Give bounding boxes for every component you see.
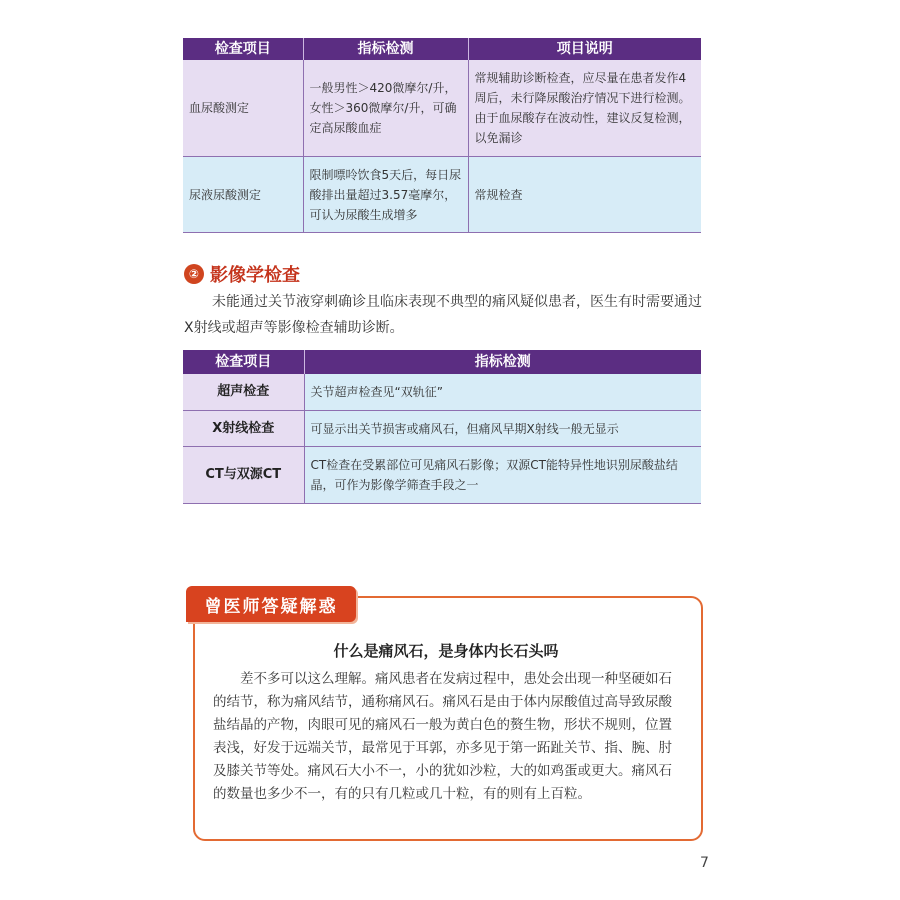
indicator-cell: CT检查在受累部位可见痛风石影像；双源CT能特异性地识别尿酸盐结晶，可作为影像学筛查手段之一 (304, 447, 701, 504)
item-cell: 超声检查 (183, 374, 304, 411)
header-cell: 检查项目 (183, 38, 303, 60)
table-row (183, 60, 701, 157)
table-row (183, 157, 701, 233)
item-cell: 血尿酸测定 (183, 60, 303, 157)
qa-tab-label: 曾医师答疑解惑 (186, 586, 356, 622)
indicator-cell: 可显示出关节损害或痛风石，但痛风早期X射线一般无显示 (304, 411, 701, 447)
table-header-row (183, 350, 701, 374)
table-header-row (183, 38, 701, 60)
page-number: 7 (700, 855, 709, 871)
section-number-icon: ② (184, 264, 204, 284)
item-cell: CT与双源CT (183, 447, 304, 504)
item-cell: 尿液尿酸测定 (183, 157, 303, 233)
indicator-cell: 关节超声检查见“双轨征” (304, 374, 701, 411)
item-cell: X射线检查 (183, 411, 304, 447)
imaging-table (183, 350, 701, 504)
table-row (183, 411, 701, 447)
note-cell: 常规辅助诊断检查，应尽量在患者发作4周后，未行降尿酸治疗情况下进行检测。由于血尿酸存在波动性，建议反复检测，以免漏诊 (468, 60, 701, 157)
header-cell: 指标检测 (304, 350, 701, 374)
indicator-cell: 一般男性＞420微摩尔/升，女性＞360微摩尔/升，可确定高尿酸血症 (303, 60, 468, 157)
header-cell: 检查项目 (183, 350, 304, 374)
section-heading (184, 262, 300, 286)
lab-test-table (183, 38, 701, 233)
qa-question: 什么是痛风石，是身体内长石头吗 (333, 642, 559, 660)
table-row (183, 447, 701, 504)
header-cell: 项目说明 (468, 38, 701, 60)
header-cell: 指标检测 (303, 38, 468, 60)
indicator-cell: 限制嘌呤饮食5天后，每日尿酸排出量超过3.57毫摩尔，可认为尿酸生成增多 (303, 157, 468, 233)
qa-answer: 差不多可以这么理解。痛风患者在发病过程中，患处会出现一种坚硬如石的结节，称为痛风结节，通称痛风石。痛风石是由于体内尿酸值过高导致尿酸盐结晶的产物，肉眼可见的痛风石一般为黄白色的赘生物，形状不规则，位置表浅，好发于远端关节，最常见于耳郭，亦多见于第一跖趾关节、指、腕、肘及膝关节等处。痛风石大小不一，小的犹如沙粒，大的如鸡蛋或更大。痛风石的数量也多少不一，有的只有几粒或几十粒，有的则有上百粒。 (213, 671, 672, 802)
section-title: 影像学检查 (210, 265, 300, 286)
note-cell: 常规检查 (468, 157, 701, 233)
section-paragraph: 未能通过关节液穿刺确诊且临床表现不典型的痛风疑似患者，医生有时需要通过X射线或超声等影像检查辅助诊断。 (184, 294, 702, 336)
table-row (183, 374, 701, 411)
